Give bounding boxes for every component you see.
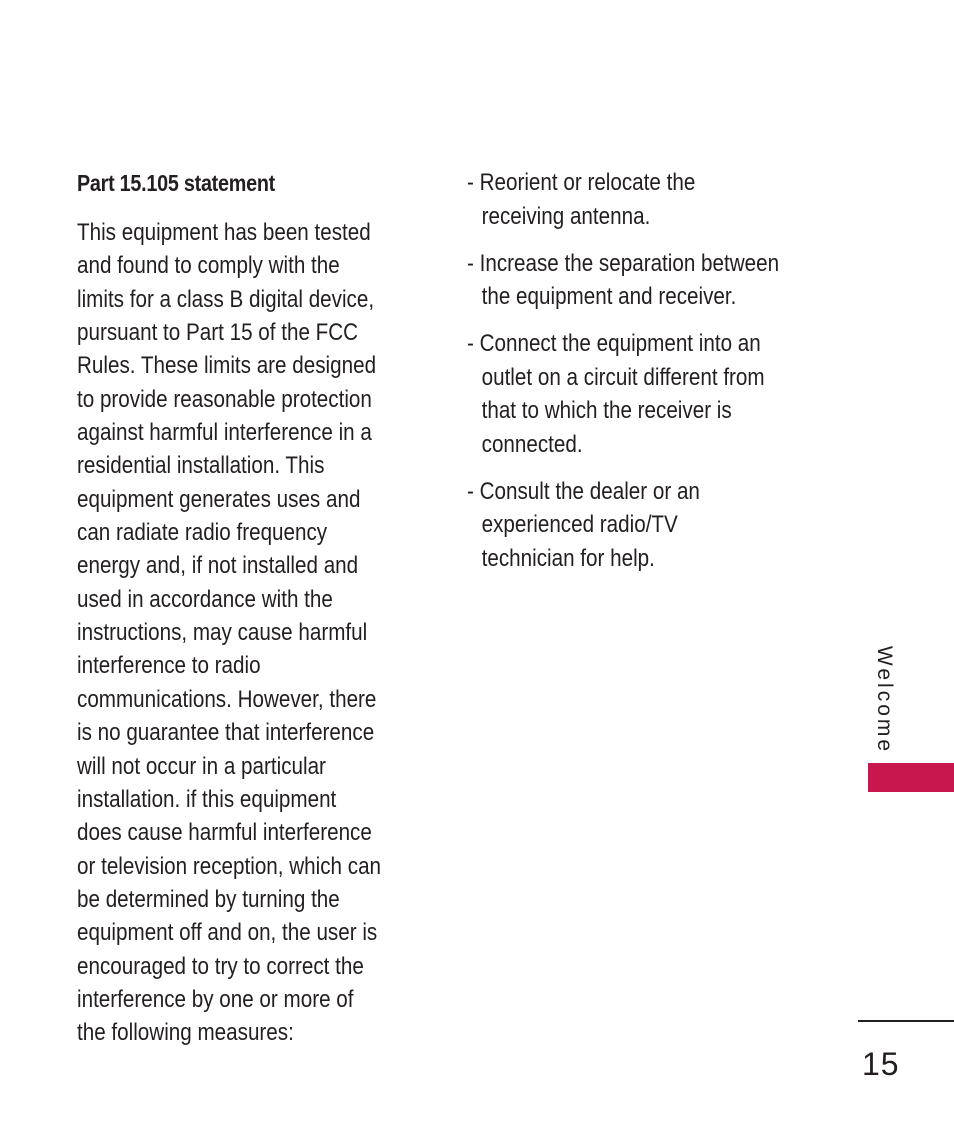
measure-line: technician for help. <box>481 544 655 572</box>
measures-list <box>467 166 830 589</box>
paragraph-line: equipment off and on, the user is <box>77 919 378 947</box>
measure-line: receiving antenna. <box>481 202 651 230</box>
measure-line: the equipment and receiver. <box>481 283 737 310</box>
page-number-rule <box>858 1020 954 1022</box>
paragraph-line: is no guarantee that interference <box>77 719 375 747</box>
paragraph-line: will not occur in a particular <box>77 752 326 780</box>
measure-line: - Increase the separation between <box>467 249 780 277</box>
section-tab-marker <box>868 763 954 792</box>
measure-line: connected. <box>481 430 583 458</box>
paragraph-line: interference by one or more of <box>77 985 354 1013</box>
paragraph-line: or television reception, which can <box>77 852 382 880</box>
paragraph-line: encouraged to try to correct the <box>77 952 364 980</box>
paragraph-line: and found to comply with the <box>77 252 340 280</box>
measure-line: that to which the receiver is <box>481 397 732 424</box>
measure-item <box>467 166 830 233</box>
paragraph-line: communications. However, there <box>77 685 377 713</box>
paragraph-line: This equipment has been tested <box>77 219 371 246</box>
paragraph-line: against harmful interference in a <box>77 419 372 447</box>
paragraph-line: Rules. These limits are designed <box>77 352 377 380</box>
measure-line: - Reorient or relocate the <box>467 169 696 196</box>
paragraph-line: equipment generates uses and <box>77 485 361 513</box>
page-number: 15 <box>862 1046 900 1082</box>
paragraph-line: residential installation. This <box>77 452 325 480</box>
paragraph-line: pursuant to Part 15 of the FCC <box>77 319 359 347</box>
section-tab-label: Welcome <box>873 645 896 755</box>
paragraph-line: energy and, if not installed and <box>77 552 359 580</box>
paragraph-line: does cause harmful interference <box>77 819 372 847</box>
paragraph-line: installation. if this equipment <box>77 785 337 813</box>
measure-item <box>467 247 830 314</box>
measure-item <box>467 475 830 576</box>
measure-line: - Connect the equipment into an <box>467 330 761 357</box>
paragraph-line: used in accordance with the <box>77 585 333 613</box>
paragraph-line: be determined by turning the <box>77 885 340 913</box>
paragraph-line: instructions, may cause harmful <box>77 619 368 647</box>
paragraph-line: interference to radio <box>77 652 261 680</box>
paragraph-line: limits for a class B digital device, <box>77 285 375 313</box>
measure-item <box>467 327 830 461</box>
paragraph-line: to provide reasonable protection <box>77 385 372 413</box>
measure-line: experienced radio/TV <box>481 511 678 538</box>
statement-paragraph <box>77 216 431 1050</box>
paragraph-line: can radiate radio frequency <box>77 519 328 547</box>
measure-line: outlet on a circuit different from <box>481 363 765 391</box>
section-heading: Part 15.105 statement <box>77 170 275 196</box>
paragraph-line: the following measures: <box>77 1019 294 1047</box>
measure-line: - Consult the dealer or an <box>467 477 700 505</box>
